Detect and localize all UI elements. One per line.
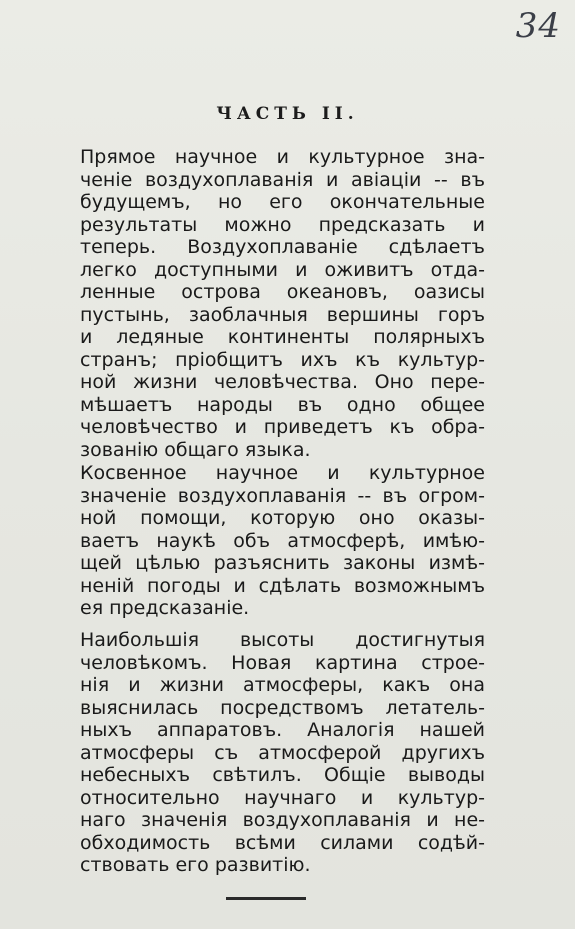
text-line: Наибольшія высоты достигнутыя [80, 629, 485, 651]
paragraph-3 [80, 629, 485, 877]
text-line: Косвенное научное и культурное [80, 462, 485, 484]
text-line: ной помощи, которую оно оказы- [80, 507, 485, 529]
part-heading: ЧАСТЬ II. [216, 104, 359, 124]
text-line: и ледяные континенты полярныхъ [80, 326, 485, 348]
text-line: нія и жизни атмосферы, какъ она [80, 674, 485, 696]
text-line: значеніе воздухоплаванія -- въ огром- [80, 484, 485, 507]
text-line: ствовать его развитію. [80, 854, 311, 876]
text-line: результаты можно предсказать и [80, 213, 485, 236]
text-line: ной жизни человѣчества. Оно пере- [80, 371, 485, 393]
closing-rule [226, 897, 306, 900]
text-line: странъ; пріобщитъ ихъ къ культур- [80, 348, 485, 371]
text-line: зованію общаго языка. [80, 438, 311, 461]
text-line: ваетъ наукѣ объ атмосферѣ, имѣю- [80, 529, 485, 552]
text-line: обходимость всѣми силами содѣй- [80, 831, 485, 854]
text-line: ченіе воздухоплаванія и авіаціи -- въ [80, 168, 485, 191]
text-line: ленные острова океановъ, оазисы [80, 281, 485, 303]
text-line: наго значенія воздухоплаванія и не- [80, 809, 485, 831]
text-line: мѣшаетъ народы въ одно общее [80, 393, 485, 416]
text-line: атмосферы съ атмосферой другихъ [80, 741, 485, 764]
text-line: щей цѣлью разъяснить законы измѣ- [80, 552, 485, 574]
text-line: ныхъ аппаратовъ. Аналогія нашей [80, 719, 485, 741]
text-line: теперь. Воздухоплаваніе сдѣлаетъ [80, 236, 485, 258]
text-line: небесныхъ свѣтилъ. Общіе выводы [80, 764, 485, 786]
text-line: неній погоды и сдѣлать возможнымъ [80, 574, 485, 597]
text-line: легко доступными и оживитъ отда- [80, 258, 485, 281]
paragraph-2 [80, 462, 485, 620]
text-line: пустынь, заоблачныя вершины горъ [80, 303, 485, 326]
text-line: будущемъ, но его окончательные [80, 191, 485, 213]
paragraph-1 [80, 146, 485, 461]
text-line: выяснилась посредствомъ летатель- [80, 696, 485, 719]
text-line: человѣкомъ. Новая картина строе- [80, 651, 485, 674]
text-line: человѣчество и приведетъ къ обра- [80, 416, 485, 438]
text-line: ея предсказаніе. [80, 597, 250, 619]
text-line: Прямое научное и культурное зна- [80, 146, 485, 168]
text-line: относительно научнаго и культур- [80, 786, 485, 809]
page-number: 34 [515, 6, 561, 46]
